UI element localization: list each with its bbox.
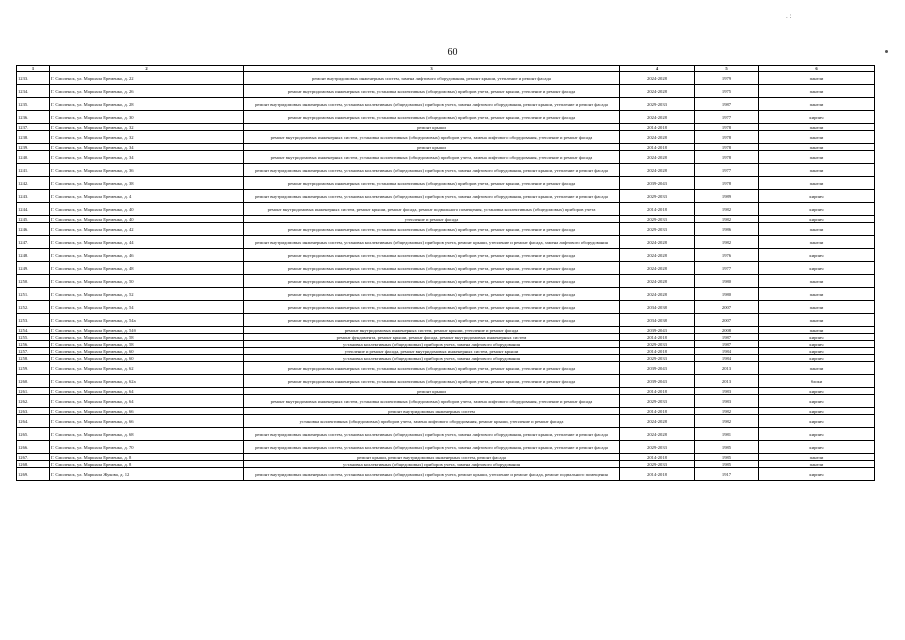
row-period: 2014-2018	[620, 348, 695, 355]
row-build-year: 1985	[695, 441, 759, 454]
row-number: 1259.	[17, 362, 50, 375]
row-work-types: ремонт внутридомовых инженерных систем, ремонт крыши, ремонт фасада, ремонт подвального помещения, установка коллективных (общедомовых) приборов учета	[244, 203, 620, 216]
row-wall-material: панели	[759, 98, 875, 111]
row-work-types: утепление и ремонт фасада, ремонт внутридомовых инженерных систем, ремонт крыши	[244, 348, 620, 355]
row-number: 1261.	[17, 388, 50, 395]
row-work-types: ремонт внутридомовых инженерных систем, установка коллективных (общедомовых) приборов учета, замена лифтового оборудования, утепление и ремонт фасада	[244, 151, 620, 164]
row-number: 1252.	[17, 301, 50, 314]
row-address: Г. Смоленск, ул. Маршала Еременко, д. 28	[50, 98, 244, 111]
row-wall-material: панели	[759, 314, 875, 327]
table-row	[17, 355, 875, 362]
row-build-year: 1981	[695, 428, 759, 441]
row-number: 1239.	[17, 144, 50, 151]
row-address: Г. Смоленск, ул. Маршала Еременко, д. 60	[50, 355, 244, 362]
row-period: 2039-2043	[620, 327, 695, 334]
row-address: Г. Смоленск, ул. Маршала Еременко, д. 48	[50, 262, 244, 275]
row-work-types: ремонт крыши	[244, 124, 620, 131]
table-row	[17, 190, 875, 203]
row-address: Г. Смоленск, ул. Маршала Жукова, д. 12	[50, 468, 244, 481]
row-work-types: установка коллективных (общедомовых) приборов учета, замена лифтового оборудования, ремонт крыши, утепление и ремонт фасада	[244, 415, 620, 428]
row-period: 2024-2028	[620, 262, 695, 275]
table-row	[17, 375, 875, 388]
row-work-types: ремонт внутридомовых инженерных систем, установка коллективных (общедомовых) приборов учета, замена лифтового оборудования, утепление и ремонт фасада	[244, 395, 620, 408]
row-address: Г. Смоленск, ул. Маршала Еременко, д. 8	[50, 461, 244, 468]
table-row	[17, 388, 875, 395]
column-header-material: 6	[759, 66, 875, 72]
row-period: 2024-2028	[620, 111, 695, 124]
table-row	[17, 301, 875, 314]
row-build-year: 1978	[695, 177, 759, 190]
row-work-types: ремонт внутридомовых инженерных систем, установка коллективных (общедомовых) приборов учета, ремонт крыши, утепление и ремонт фасада, замена лифтового оборудования	[244, 236, 620, 249]
row-work-types: ремонт внутридомовых инженерных систем, установка коллективных (общедомовых) приборов учета, ремонт крыши, утепление и ремонт фасада	[244, 301, 620, 314]
row-work-types: ремонт внутридомовых инженерных систем, установка коллективных (общедомовых) приборов учета, замена лифтового оборудования, ремонт крыши, утепление и ремонт фасада	[244, 441, 620, 454]
table-row	[17, 395, 875, 408]
row-number: 1256.	[17, 341, 50, 348]
row-wall-material: панели	[759, 131, 875, 144]
row-work-types: ремонт внутридомовых инженерных систем, установка коллективных (общедомовых) приборов учета, ремонт крыши, утепление и ремонт фасада	[244, 275, 620, 288]
row-work-types: ремонт внутридомовых инженерных систем, ремонт крыши, утепление и ремонт фасада	[244, 327, 620, 334]
row-wall-material: кирпич	[759, 341, 875, 348]
row-work-types: ремонт внутридомовых инженерных систем, установка коллективных (общедомовых) приборов учета, замена лифтового оборудования, ремонт крыши, утепление и ремонт фасада	[244, 190, 620, 203]
row-build-year: 1980	[695, 288, 759, 301]
row-wall-material: панели	[759, 223, 875, 236]
column-header-work: 3	[244, 66, 620, 72]
row-address: Г. Смоленск, ул. Маршала Еременко, д. 44	[50, 236, 244, 249]
row-wall-material: кирпич	[759, 395, 875, 408]
row-build-year: 1977	[695, 111, 759, 124]
table-row	[17, 236, 875, 249]
row-number: 1245.	[17, 216, 50, 223]
row-address: Г. Смоленск, ул. Маршала Еременко, д. 70	[50, 441, 244, 454]
row-wall-material: панели	[759, 177, 875, 190]
row-number: 1255.	[17, 334, 50, 341]
row-wall-material: кирпич	[759, 468, 875, 481]
row-build-year: 1917	[695, 468, 759, 481]
row-period: 2024-2028	[620, 236, 695, 249]
row-period: 2024-2028	[620, 288, 695, 301]
column-header-period: 4	[620, 66, 695, 72]
row-work-types: ремонт внутридомовых инженерных систем, установка коллективных (общедомовых) приборов учета, замена лифтового оборудования, ремонт крыши, утепление и ремонт фасада	[244, 98, 620, 111]
row-build-year: 2013	[695, 362, 759, 375]
row-address: Г. Смоленск, ул. Маршала Еременко, д. 62	[50, 362, 244, 375]
row-period: 2029-2033	[620, 355, 695, 362]
row-work-types: ремонт внутридомовых инженерных систем, установка коллективных (общедомовых) приборов учета, ремонт крыши, утепление и ремонт фасада	[244, 223, 620, 236]
row-number: 1235.	[17, 98, 50, 111]
row-address: Г. Смоленск, ул. Маршала Еременко, д. 46	[50, 249, 244, 262]
row-work-types: ремонт внутридомовых инженерных систем, установка коллективных (общедомовых) приборов учета, ремонт крыши, утепление и ремонт фасада	[244, 362, 620, 375]
row-number: 1242.	[17, 177, 50, 190]
row-build-year: 1985	[695, 454, 759, 461]
row-build-year: 1983	[695, 388, 759, 395]
row-work-types: ремонт фундамента, ремонт крыши, ремонт фасада, ремонт внутридомовых инженерных систем	[244, 334, 620, 341]
row-wall-material: кирпич	[759, 415, 875, 428]
row-address: Г. Смоленск, ул. Маршала Еременко, д. 58	[50, 334, 244, 341]
row-address: Г. Смоленск, ул. Маршала Еременко, д. 8	[50, 454, 244, 461]
row-number: 1258.	[17, 355, 50, 362]
row-period: 2024-2028	[620, 164, 695, 177]
table-row	[17, 454, 875, 461]
row-number: 1248.	[17, 249, 50, 262]
row-build-year: 1978	[695, 144, 759, 151]
row-wall-material: панели	[759, 362, 875, 375]
row-address: Г. Смоленск, ул. Маршала Еременко, д. 62а	[50, 375, 244, 388]
row-work-types: ремонт внутридомовых инженерных систем	[244, 408, 620, 415]
row-work-types: ремонт внутридомовых инженерных систем, установка коллективных (общедомовых) приборов учета, ремонт крыши, утепление и ремонт фасада	[244, 262, 620, 275]
row-address: Г. Смоленск, ул. Маршала Еременко, д. 50	[50, 275, 244, 288]
row-wall-material: панели	[759, 327, 875, 334]
row-build-year: 2008	[695, 327, 759, 334]
row-period: 2039-2043	[620, 375, 695, 388]
housing-register-table	[16, 65, 875, 481]
row-number: 1262.	[17, 395, 50, 408]
table-row	[17, 223, 875, 236]
row-address: Г. Смоленск, ул. Маршала Еременко, д. 32	[50, 131, 244, 144]
row-build-year: 1979	[695, 72, 759, 85]
row-number: 1263.	[17, 408, 50, 415]
row-address: Г. Смоленск, ул. Маршала Еременко, д. 66	[50, 415, 244, 428]
row-wall-material: панели	[759, 275, 875, 288]
row-build-year: 1985	[695, 461, 759, 468]
row-wall-material: кирпич	[759, 355, 875, 362]
row-period: 2024-2028	[620, 249, 695, 262]
row-build-year: 2013	[695, 375, 759, 388]
row-build-year: 1977	[695, 164, 759, 177]
row-wall-material: кирпич	[759, 408, 875, 415]
row-period: 2039-2043	[620, 362, 695, 375]
row-period: 2014-2018	[620, 124, 695, 131]
row-work-types: ремонт внутридомовых инженерных систем, установка коллективных (общедомовых) приборов учета, ремонт крыши, утепление и ремонт фасада	[244, 85, 620, 98]
table-row	[17, 275, 875, 288]
table-row	[17, 262, 875, 275]
row-period: 2034-2038	[620, 314, 695, 327]
row-period: 2024-2028	[620, 428, 695, 441]
row-period: 2014-2018	[620, 203, 695, 216]
table-row	[17, 72, 875, 85]
row-work-types: установка коллективных (общедомовых) приборов учета, замена лифтового оборудования	[244, 341, 620, 348]
row-address: Г. Смоленск, ул. Маршала Еременко, д. 42	[50, 223, 244, 236]
row-work-types: ремонт внутридомовых инженерных систем, установка коллективных (общедомовых) приборов учета, замена лифтового оборудования, ремонт крыши, утепление и ремонт фасада	[244, 164, 620, 177]
scan-dot	[885, 50, 888, 53]
row-work-types: установка коллективных (общедомовых) приборов учета, замена лифтового оборудования	[244, 355, 620, 362]
row-address: Г. Смоленск, ул. Маршала Еременко, д. 64	[50, 388, 244, 395]
row-address: Г. Смоленск, ул. Маршала Еременко, д. 54б	[50, 327, 244, 334]
row-work-types: ремонт внутридомовых инженерных систем, установка коллективных (общедомовых) приборов учета, ремонт крыши, утепление и ремонт фасада	[244, 375, 620, 388]
table-row	[17, 348, 875, 355]
row-number: 1251.	[17, 288, 50, 301]
row-number: 1267.	[17, 454, 50, 461]
table-row	[17, 341, 875, 348]
table-row	[17, 144, 875, 151]
table-row	[17, 468, 875, 481]
row-number: 1238.	[17, 131, 50, 144]
table-row	[17, 461, 875, 468]
row-wall-material: панели	[759, 151, 875, 164]
table-row	[17, 151, 875, 164]
row-period: 2029-2033	[620, 441, 695, 454]
table-row	[17, 249, 875, 262]
row-build-year: 1983	[695, 395, 759, 408]
row-number: 1236.	[17, 111, 50, 124]
row-wall-material: панели	[759, 301, 875, 314]
row-build-year: 2007	[695, 314, 759, 327]
row-address: Г. Смоленск, ул. Маршала Еременко, д. 34	[50, 144, 244, 151]
row-period: 2029-2033	[620, 190, 695, 203]
table-row	[17, 428, 875, 441]
row-work-types: ремонт крыши	[244, 388, 620, 395]
row-address: Г. Смоленск, ул. Маршала Еременко, д. 64	[50, 395, 244, 408]
row-wall-material: кирпич	[759, 203, 875, 216]
row-work-types: ремонт внутридомовых инженерных систем, замена лифтового оборудования, ремонт крыши, утепление и ремонт фасада	[244, 72, 620, 85]
row-wall-material: панели	[759, 72, 875, 85]
row-period: 2029-2033	[620, 223, 695, 236]
row-number: 1268.	[17, 461, 50, 468]
row-number: 1264.	[17, 415, 50, 428]
row-address: Г. Смоленск, ул. Маршала Еременко, д. 54а	[50, 314, 244, 327]
row-period: 2039-2043	[620, 177, 695, 190]
row-work-types: ремонт крыши	[244, 144, 620, 151]
scan-mark: . :	[786, 12, 792, 20]
row-build-year: 1989	[695, 190, 759, 203]
row-build-year: 1986	[695, 223, 759, 236]
row-period: 2024-2028	[620, 415, 695, 428]
row-address: Г. Смоленск, ул. Маршала Еременко, д. 40	[50, 203, 244, 216]
row-wall-material: блоки	[759, 375, 875, 388]
row-period: 2014-2018	[620, 144, 695, 151]
table-row	[17, 124, 875, 131]
row-build-year: 2007	[695, 301, 759, 314]
table-row	[17, 131, 875, 144]
row-build-year: 1978	[695, 151, 759, 164]
row-build-year: 1984	[695, 355, 759, 362]
row-period: 2024-2028	[620, 275, 695, 288]
row-address: Г. Смоленск, ул. Маршала Еременко, д. 68	[50, 428, 244, 441]
row-address: Г. Смоленск, ул. Маршала Еременко, д. 26	[50, 85, 244, 98]
row-number: 1244.	[17, 203, 50, 216]
row-work-types: ремонт внутридомовых инженерных систем, установка коллективных (общедомовых) приборов учета, ремонт крыши, утепление и ремонт фасада	[244, 177, 620, 190]
row-address: Г. Смоленск, ул. Маршала Еременко, д. 52	[50, 288, 244, 301]
table-row	[17, 98, 875, 111]
row-build-year: 1976	[695, 249, 759, 262]
row-period: 2014-2018	[620, 468, 695, 481]
row-address: Г. Смоленск, ул. Маршала Еременко, д. 36	[50, 164, 244, 177]
table-row	[17, 111, 875, 124]
row-wall-material: кирпич	[759, 428, 875, 441]
table-row	[17, 216, 875, 223]
row-build-year: 1977	[695, 262, 759, 275]
row-period: 2014-2018	[620, 454, 695, 461]
table-row	[17, 415, 875, 428]
row-work-types: ремонт крыши, ремонт внутридомовых инженерных систем, ремонт фасада	[244, 454, 620, 461]
row-period: 2029-2033	[620, 461, 695, 468]
table-row	[17, 85, 875, 98]
row-address: Г. Смоленск, ул. Маршала Еременко, д. 66	[50, 408, 244, 415]
row-number: 1241.	[17, 164, 50, 177]
row-build-year: 1982	[695, 216, 759, 223]
row-build-year: 1978	[695, 131, 759, 144]
row-wall-material: панели	[759, 164, 875, 177]
row-work-types: ремонт внутридомовых инженерных систем, установка коллективных (общедомовых) приборов учета, ремонт крыши, утепление и ремонт фасада	[244, 249, 620, 262]
row-build-year: 1987	[695, 341, 759, 348]
row-wall-material: панели	[759, 124, 875, 131]
row-work-types: ремонт внутридомовых инженерных систем, установка коллективных (общедомовых) приборов учета, ремонт крыши, утепление и ремонт фасада, ремонт подвального помещения	[244, 468, 620, 481]
row-work-types: ремонт внутридомовых инженерных систем, установка коллективных (общедомовых) приборов учета, замена лифтового оборудования, ремонт крыши, утепление и ремонт фасада	[244, 428, 620, 441]
row-wall-material: кирпич	[759, 190, 875, 203]
row-number: 1234.	[17, 85, 50, 98]
row-number: 1233.	[17, 72, 50, 85]
row-wall-material: кирпич	[759, 348, 875, 355]
row-number: 1253.	[17, 314, 50, 327]
row-number: 1247.	[17, 236, 50, 249]
row-number: 1269.	[17, 468, 50, 481]
row-wall-material: кирпич	[759, 111, 875, 124]
row-period: 2029-2033	[620, 98, 695, 111]
row-build-year: 1982	[695, 408, 759, 415]
row-build-year: 1982	[695, 415, 759, 428]
row-period: 2014-2018	[620, 388, 695, 395]
row-number: 1246.	[17, 223, 50, 236]
row-address: Г. Смоленск, ул. Маршала Еременко, д. 22	[50, 72, 244, 85]
row-address: Г. Смоленск, ул. Маршала Еременко, д. 38	[50, 177, 244, 190]
row-work-types: утепление и ремонт фасада	[244, 216, 620, 223]
table-row	[17, 203, 875, 216]
row-address: Г. Смоленск, ул. Маршала Еременко, д. 30	[50, 111, 244, 124]
table-row	[17, 177, 875, 190]
row-build-year: 1982	[695, 203, 759, 216]
column-header-address: 2	[50, 66, 244, 72]
row-number: 1243.	[17, 190, 50, 203]
row-wall-material: кирпич	[759, 441, 875, 454]
table-row	[17, 362, 875, 375]
table-row	[17, 334, 875, 341]
row-build-year: 1984	[695, 348, 759, 355]
row-wall-material: кирпич	[759, 262, 875, 275]
row-address: Г. Смоленск, ул. Маршала Еременко, д. 58	[50, 341, 244, 348]
column-header-num: 1	[17, 66, 50, 72]
row-period: 2024-2028	[620, 72, 695, 85]
row-wall-material: кирпич	[759, 216, 875, 223]
table-row	[17, 441, 875, 454]
row-address: Г. Смоленск, ул. Маршала Еременко, д. 60	[50, 348, 244, 355]
column-header-year: 5	[695, 66, 759, 72]
row-number: 1240.	[17, 151, 50, 164]
row-wall-material: панели	[759, 85, 875, 98]
row-wall-material: панели	[759, 236, 875, 249]
row-wall-material: панели	[759, 461, 875, 468]
row-address: Г. Смоленск, ул. Маршала Еременко, д. 40	[50, 216, 244, 223]
row-build-year: 1975	[695, 85, 759, 98]
table-row	[17, 327, 875, 334]
row-period: 2024-2028	[620, 151, 695, 164]
row-period: 2014-2018	[620, 334, 695, 341]
row-address: Г. Смоленск, ул. Маршала Еременко, д. 54	[50, 301, 244, 314]
row-period: 2014-2018	[620, 408, 695, 415]
row-period: 2029-2033	[620, 216, 695, 223]
row-wall-material: кирпич	[759, 249, 875, 262]
row-number: 1260.	[17, 375, 50, 388]
row-number: 1250.	[17, 275, 50, 288]
row-build-year: 1987	[695, 98, 759, 111]
row-work-types: ремонт внутридомовых инженерных систем, установка коллективных (общедомовых) приборов учета, ремонт крыши, утепление и ремонт фасада	[244, 288, 620, 301]
row-work-types: ремонт внутридомовых инженерных систем, установка коллективных (общедомовых) приборов учета, ремонт крыши, утепление и ремонт фасада	[244, 111, 620, 124]
row-number: 1257.	[17, 348, 50, 355]
row-build-year: 1978	[695, 124, 759, 131]
row-period: 2024-2028	[620, 131, 695, 144]
row-build-year: 1987	[695, 334, 759, 341]
row-wall-material: панели	[759, 288, 875, 301]
row-address: Г. Смоленск, ул. Маршала Еременко, д. 32	[50, 124, 244, 131]
row-period: 2029-2033	[620, 341, 695, 348]
row-number: 1254.	[17, 327, 50, 334]
page-number: 60	[447, 47, 458, 58]
row-period: 2034-2038	[620, 301, 695, 314]
row-number: 1249.	[17, 262, 50, 275]
row-period: 2029-2033	[620, 395, 695, 408]
row-build-year: 1980	[695, 275, 759, 288]
row-period: 2024-2028	[620, 85, 695, 98]
table-row	[17, 164, 875, 177]
row-wall-material: кирпич	[759, 388, 875, 395]
table-row	[17, 314, 875, 327]
row-wall-material: кирпич	[759, 334, 875, 341]
table-row	[17, 288, 875, 301]
row-work-types: ремонт внутридомовых инженерных систем, установка коллективных (общедомовых) приборов учета, замена лифтового оборудования, утепление и ремонт фасада	[244, 131, 620, 144]
table-row	[17, 408, 875, 415]
row-work-types: ремонт внутридомовых инженерных систем, установка коллективных (общедомовых) приборов учета, ремонт крыши, утепление и ремонт фасада	[244, 314, 620, 327]
row-address: Г. Смоленск, ул. Маршала Еременко, д. 34	[50, 151, 244, 164]
row-wall-material: панели	[759, 454, 875, 461]
row-build-year: 1982	[695, 236, 759, 249]
row-number: 1266.	[17, 441, 50, 454]
row-number: 1237.	[17, 124, 50, 131]
row-work-types: установка коллективных (общедомовых) приборов учета, замена лифтового оборудования	[244, 461, 620, 468]
row-number: 1265.	[17, 428, 50, 441]
row-wall-material: панели	[759, 144, 875, 151]
row-address: Г. Смоленск, ул. Маршала Еременко, д. 4	[50, 190, 244, 203]
